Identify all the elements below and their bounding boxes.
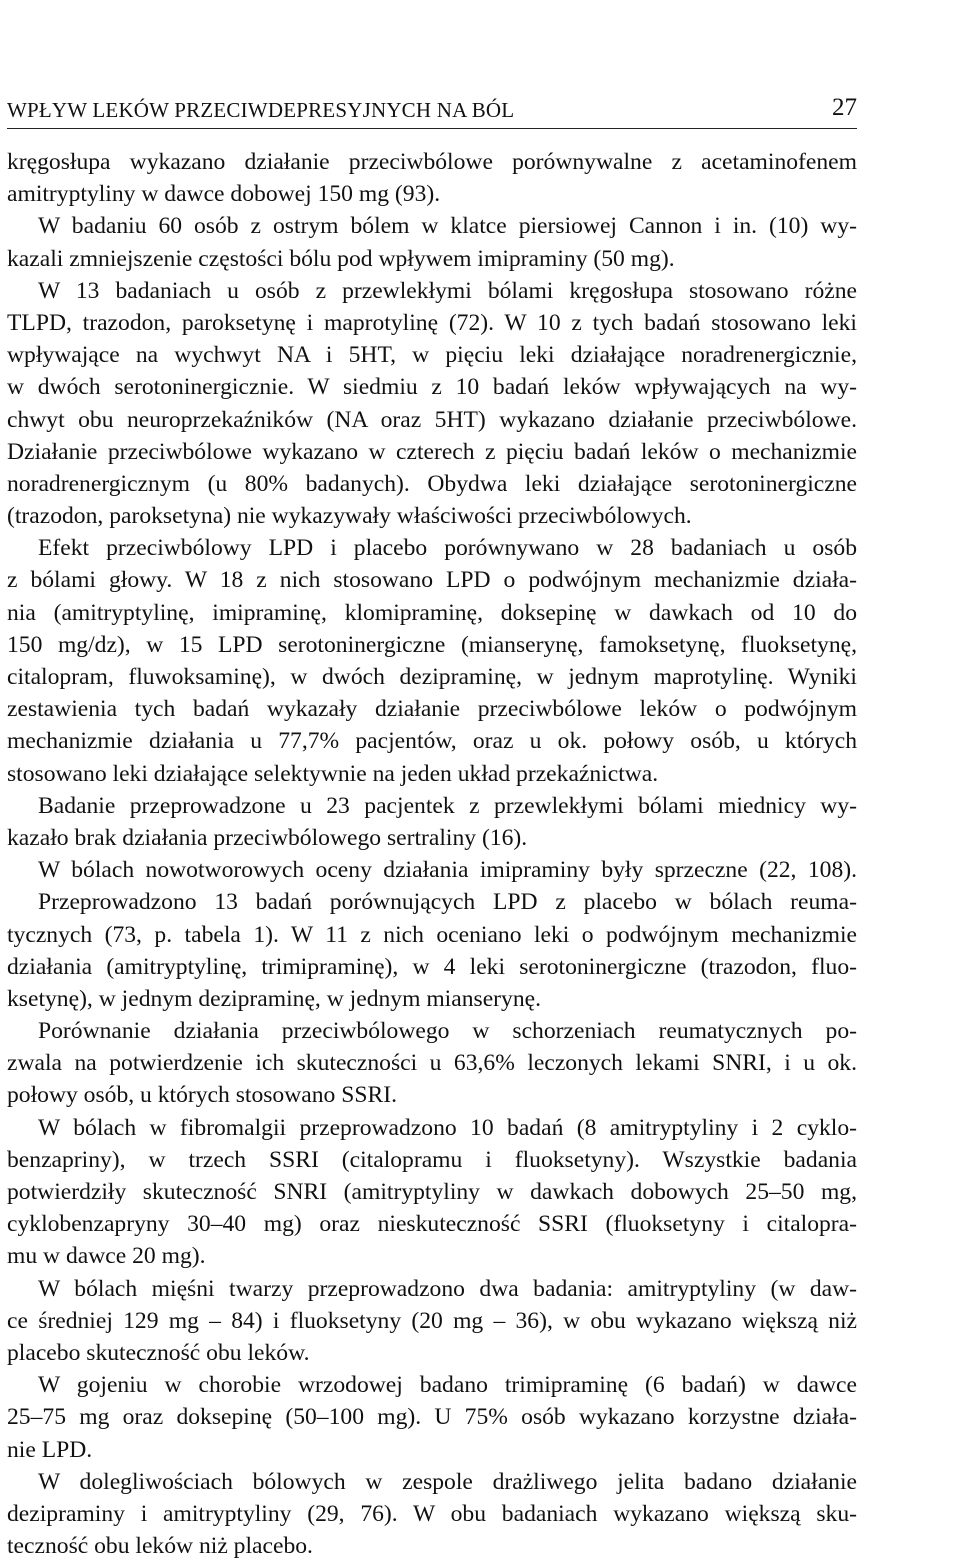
text-line: Działanie przeciwbólowe wykazano w czterech z pięciu badań leków o mechanizmie bbox=[7, 438, 857, 465]
text-line: kazało brak działania przeciwbólowego sertraliny (16). bbox=[7, 824, 528, 851]
text-line: dezipraminy i amitryptyliny (29, 76). W obu badaniach wykazano większą sku- bbox=[7, 1500, 857, 1527]
text-line: Porównanie działania przeciwbólowego w schorzeniach reumatycznych po- bbox=[38, 1018, 857, 1045]
text-line: (trazodon, paroksetyna) nie wykazywały właściwości przeciwbólowych. bbox=[7, 503, 692, 530]
text-line: nie LPD. bbox=[7, 1436, 93, 1463]
text-line: kazali zmniejszenie częstości bólu pod wpływem imipraminy (50 mg). bbox=[7, 245, 675, 272]
text-line: w dwóch serotoninergicznie. W siedmiu z 10 badań leków wpływających na wy- bbox=[7, 374, 857, 401]
text-line: chwyt obu neuroprzekaźników (NA oraz 5HT) wykazano działanie przeciwbólowe. bbox=[7, 406, 857, 433]
text-line: amitryptyliny w dawce dobowej 150 mg (93). bbox=[7, 181, 441, 208]
text-line: W 13 badaniach u osób z przewlekłymi bólami kręgosłupa stosowano różne bbox=[38, 277, 857, 304]
text-line: benzapriny), w trzech SSRI (citalopramu i fluoksetyny). Wszystkie badania bbox=[7, 1146, 857, 1173]
text-line: ce średniej 129 mg – 84) i fluoksetyny (20 mg – 36), w obu wykazano większą niż bbox=[7, 1307, 857, 1334]
text-line: połowy osób, u których stosowano SSRI. bbox=[7, 1082, 397, 1109]
text-line: cyklobenzapryny 30–40 mg) oraz nieskuteczność SSRI (fluoksetyny i citalopra- bbox=[7, 1211, 857, 1238]
text-line: wpływające na wychwyt NA i 5HT, w pięciu leki działające noradrenergicznie, bbox=[7, 342, 857, 369]
text-line: Przeprowadzono 13 badań porównujących LPD z placebo w bólach reuma- bbox=[38, 889, 857, 916]
text-line: Efekt przeciwbólowy LPD i placebo porównywano w 28 badaniach u osób bbox=[38, 535, 857, 562]
text-line: placebo skuteczność obu leków. bbox=[7, 1339, 310, 1366]
text-line: tycznych (73, p. tabela 1). W 11 z nich oceniano leki o podwójnym mechanizmie bbox=[7, 921, 857, 948]
text-line: mechanizmie działania u 77,7% pacjentów, oraz u ok. połowy osób, u których bbox=[7, 728, 857, 755]
text-line: mu w dawce 20 mg). bbox=[7, 1243, 206, 1270]
text-line: 150 mg/dz), w 15 LPD serotoninergiczne (mianserynę, famoksetynę, fluoksetynę, bbox=[7, 631, 857, 658]
text-line: kręgosłupa wykazano działanie przeciwbólowe porównywalne z acetaminofenem bbox=[7, 149, 857, 175]
text-line: W dolegliwościach bólowych w zespole drażliwego jelita badano działanie bbox=[38, 1468, 857, 1495]
text-line: z bólami głowy. W 18 z nich stosowano LPD o podwójnym mechanizmie działa- bbox=[7, 567, 857, 594]
text-line: nia (amitryptylinę, imipraminę, klomipraminę, doksepinę w dawkach od 10 do bbox=[7, 599, 857, 626]
text-line: Badanie przeprowadzone u 23 pacjentek z przewlekłymi bólami miednicy wy- bbox=[38, 792, 857, 819]
text-line: ksetynę), w jednym dezipraminę, w jednym mianserynę. bbox=[7, 985, 541, 1012]
page-number: 27 bbox=[832, 94, 857, 121]
running-header bbox=[7, 94, 857, 129]
text-line: W gojeniu w chorobie wrzodowej badano trimipraminę (6 badań) w dawce bbox=[38, 1372, 857, 1399]
text-line: W bólach mięśni twarzy przeprowadzono dwa badania: amitryptyliny (w daw- bbox=[38, 1275, 857, 1302]
running-title: WPŁYW LEKÓW PRZECIWDEPRESYJNYCH NA BÓL bbox=[7, 98, 515, 122]
text-line: W bólach nowotworowych oceny działania imipraminy były sprzeczne (22, 108). bbox=[38, 857, 857, 884]
body-text bbox=[7, 146, 857, 1562]
text-line: zestawienia tych badań wykazały działanie przeciwbólowe leków o podwójnym bbox=[7, 696, 857, 723]
text-line: 25–75 mg oraz doksepinę (50–100 mg). U 75% osób wykazano korzystne działa- bbox=[7, 1404, 857, 1431]
text-line: noradrenergicznym (u 80% badanych). Obydwa leki działające serotoninergiczne bbox=[7, 470, 857, 497]
text-line: W bólach w fibromalgii przeprowadzono 10 badań (8 amitryptyliny i 2 cyklo- bbox=[38, 1114, 857, 1141]
text-line: działania (amitryptylinę, trimipraminę), w 4 leki serotoninergiczne (trazodon, fluo- bbox=[7, 953, 857, 980]
text-line: teczność obu leków niż placebo. bbox=[7, 1533, 313, 1560]
text-line: potwierdziły skuteczność SNRI (amitryptyliny w dawkach dobowych 25–50 mg, bbox=[7, 1179, 857, 1205]
text-line: W badaniu 60 osób z ostrym bólem w klatce piersiowej Cannon i in. (10) wy- bbox=[38, 213, 857, 240]
text-line: stosowano leki działające selektywnie na jeden układ przekaźnictwa. bbox=[7, 760, 659, 787]
text-line: zwala na potwierdzenie ich skuteczności u 63,6% leczonych lekami SNRI, i u ok. bbox=[7, 1050, 857, 1077]
text-line: TLPD, trazodon, paroksetynę i maprotylinę (72). W 10 z tych badań stosowano leki bbox=[7, 309, 857, 336]
text-line: citalopram, fluwoksaminę), w dwóch dezipraminę, w jednym maprotylinę. Wyniki bbox=[7, 664, 857, 690]
